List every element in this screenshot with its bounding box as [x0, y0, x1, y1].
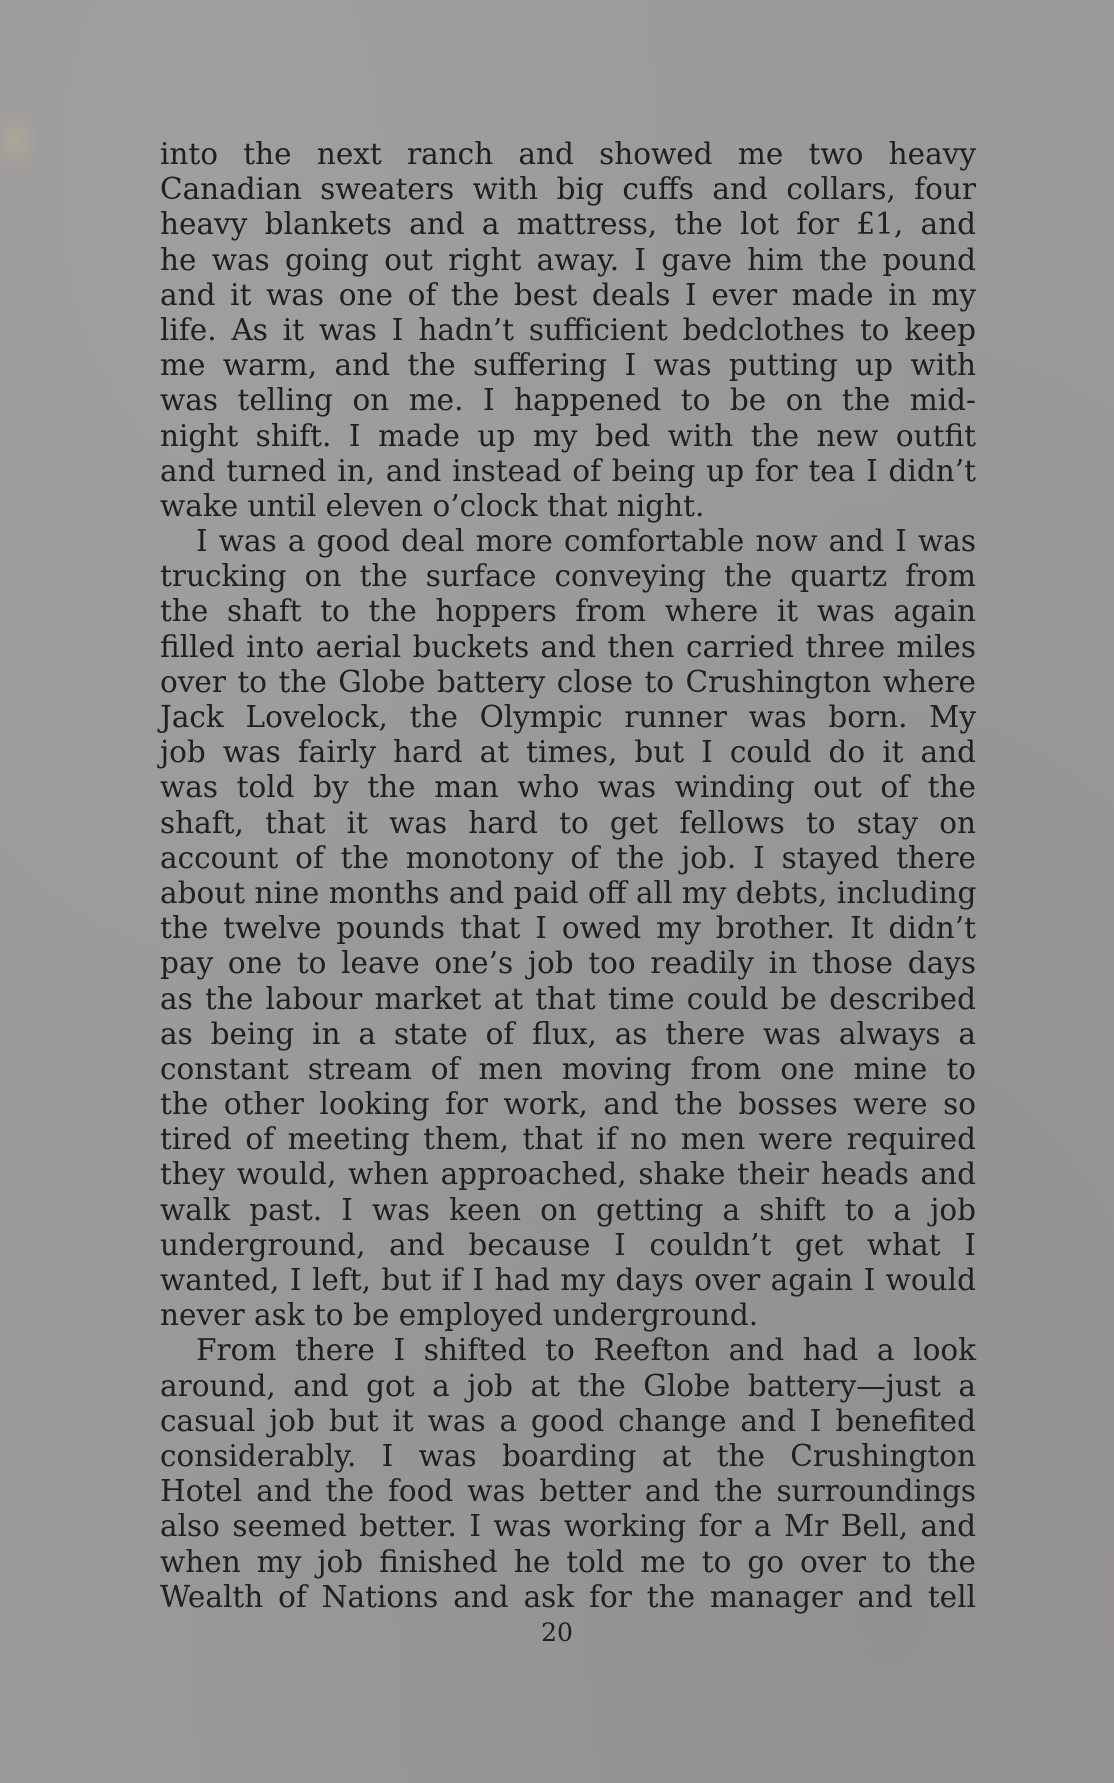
text-line: account of the monotony of the job. I stayed there [160, 840, 976, 875]
text-line: walk past. I was keen on getting a shift to a job [160, 1192, 976, 1227]
paragraph-end-line: wake until eleven o’clock that night. [160, 488, 705, 523]
paragraph-start-line: From there I shifted to Reefton and had a look [196, 1333, 976, 1368]
text-line: trucking on the surface conveying the quartz from [160, 559, 976, 594]
text-line: considerably. I was boarding at the Crushington [160, 1438, 976, 1473]
text-line: pay one to leave one’s job too readily in those days [160, 946, 976, 981]
paragraph-end-line: never ask to be employed underground. [160, 1298, 759, 1333]
text-line: the shaft to the hoppers from where it was again [160, 594, 976, 629]
paragraph-start-line: I was a good deal more comfortable now and I was [196, 524, 976, 559]
paper-stain [0, 105, 40, 175]
text-line: as being in a state of flux, as there was always a [160, 1016, 976, 1051]
text-line: was telling on me. I happened to be on the mid- [160, 383, 976, 418]
text-line: Canadian sweaters with big cuffs and collars, four [160, 172, 976, 207]
text-line: they would, when approached, shake their heads and [160, 1157, 976, 1192]
text-line: Wealth of Nations and ask for the manager and tell [160, 1579, 976, 1614]
text-line: casual job but it was a good change and I benefited [160, 1403, 976, 1438]
page-number: 20 [541, 1618, 573, 1647]
text-line: Jack Lovelock, the Olympic runner was born. My [160, 700, 976, 734]
text-line: as the labour market at that time could be described [160, 981, 976, 1016]
text-line: he was going out right away. I gave him the pound [160, 242, 976, 277]
body-text [160, 137, 976, 1615]
text-line: underground, and because I couldn’t get what I [160, 1227, 976, 1262]
text-line: when my job finished he told me to go over to the [160, 1544, 976, 1579]
text-line: the twelve pounds that I owed my brother. It didn’t [160, 911, 976, 946]
text-line: and it was one of the best deals I ever made in my [160, 277, 976, 312]
text-line: wanted, I left, but if I had my days over again I would [160, 1263, 976, 1297]
text-line: also seemed better. I was working for a Mr Bell, and [160, 1509, 976, 1544]
text-line: constant stream of men moving from one mine to [160, 1051, 976, 1086]
text-line: around, and got a job at the Globe battery—just a [160, 1368, 976, 1403]
text-line: and turned in, and instead of being up for tea I didn’t [160, 453, 976, 488]
text-line: shaft, that it was hard to get fellows to stay on [160, 805, 976, 840]
text-line: tired of meeting them, that if no men were required [160, 1122, 976, 1157]
text-line: over to the Globe battery close to Crushington where [160, 664, 976, 699]
text-line: Hotel and the food was better and the surroundings [160, 1474, 976, 1509]
text-line: heavy blankets and a mattress, the lot for £1, and [160, 207, 976, 242]
text-line: about nine months and paid off all my debts, including [160, 875, 977, 910]
text-line: life. As it was I hadn’t sufficient bedclothes to keep [160, 312, 976, 347]
text-line: the other looking for work, and the bosses were so [160, 1087, 976, 1122]
text-line: night shift. I made up my bed with the new outfit [160, 418, 976, 453]
text-line: me warm, and the suffering I was putting up with [160, 348, 976, 383]
text-line: into the next ranch and showed me two heavy [160, 137, 976, 171]
text-line: was told by the man who was winding out of the [160, 770, 976, 805]
text-line: job was fairly hard at times, but I could do it and [160, 735, 976, 770]
text-line: filled into aerial buckets and then carried three miles [160, 629, 976, 664]
